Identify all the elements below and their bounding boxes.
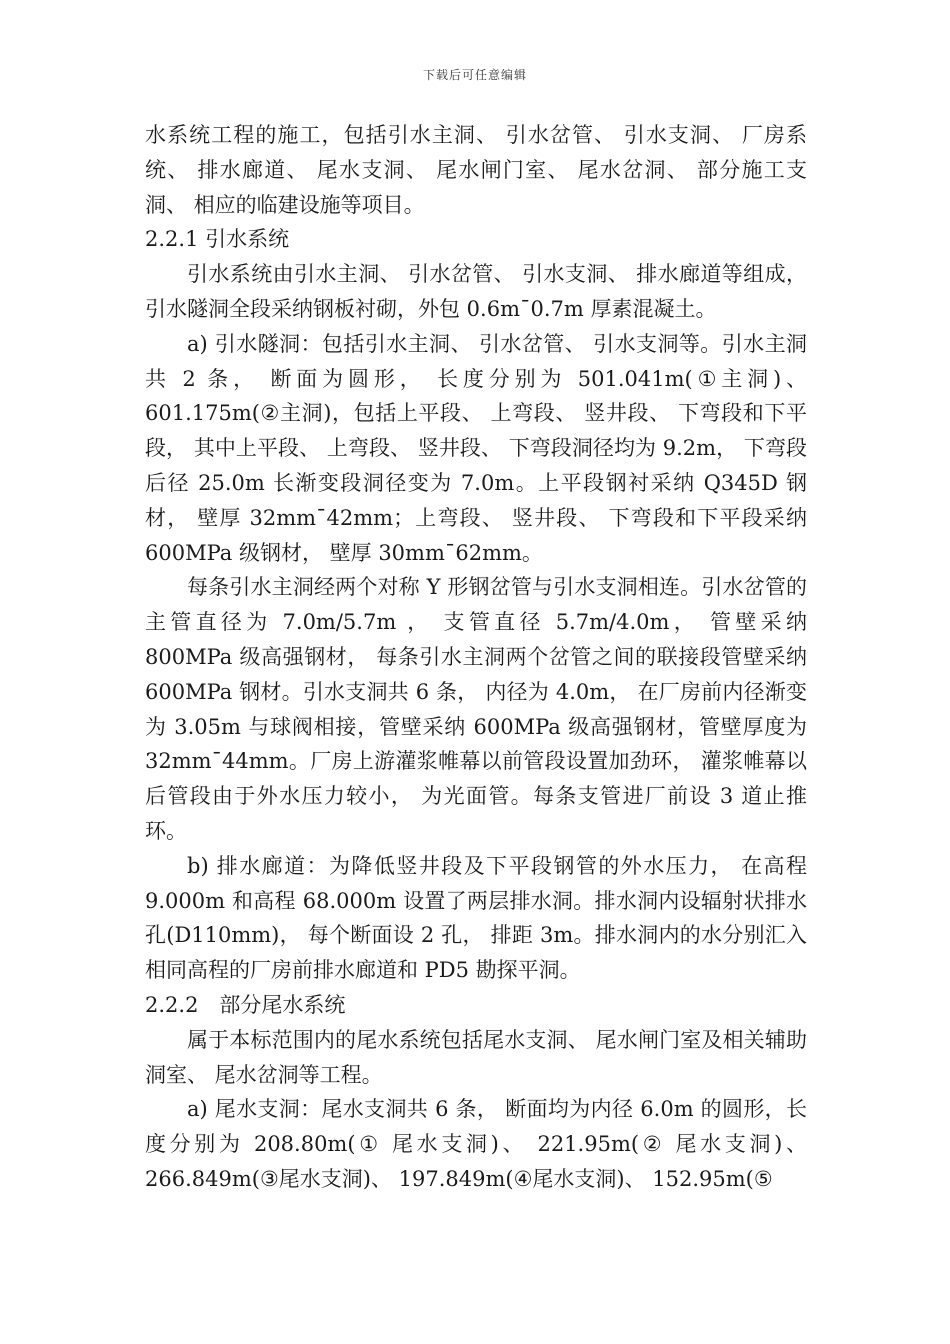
paragraph-tailrace-overview: 属于本标范围内的尾水系统包括尾水支洞、 尾水闸门室及相关辅助洞室、 尾水岔洞等工程。	[145, 1027, 807, 1087]
paragraph-drainage-gallery: b) 排水廊道：为降低竖井段及下平段钢管的外水压力， 在高程 9.000m 和高程 68.000m 设置了两层排水洞。排水洞内设辐射状排水孔(D110mm)， 每个断面设 2 孔， 排距 3m。排水洞内的水分别汇入相同高程的厂房前排水廊道和 PD5 勘探平洞。	[145, 853, 807, 983]
section-heading-tailrace-system: 2.2.2 部分尾水系统	[145, 992, 346, 1017]
paragraph-intake-tunnel: a) 引水隧洞：包括引水主洞、 引水岔管、 引水支洞等。引水主洞共 2 条， 断面为圆形， 长度分别为 501.041m(①主洞)、601.175m(②主洞)，包括上平段、 上弯段、 竖井段、 下弯段和下平段， 其中上平段、 上弯段、 竖井段、 下弯段洞径均为 9.2m， 下弯段后径 25.0m 长渐变段洞径变为 7.0m。上平段钢衬采纳 Q345D 钢材， 壁厚 32mm¯42mm；上弯段、 竖井段、 下弯段和下平段采纳 600MPa 级钢材， 壁厚 30mm¯62mm。	[145, 331, 807, 565]
paragraph-scope: 水系统工程的施工，包括引水主洞、 引水岔管、 引水支洞、 厂房系统、 排水廊道、 尾水支洞、 尾水闸门室、 尾水岔洞、 部分施工支洞、 相应的临建设施等项目。	[145, 123, 807, 217]
document-body	[145, 118, 807, 1197]
section-heading-intake-system: 2.2.1 引水系统	[145, 227, 290, 252]
paragraph-bifurcation-pipes: 每条引水主洞经两个对称 Y 形钢岔管与引水支洞相连。引水岔管的主管直径为 7.0m/5.7m ， 支管直径 5.7m/4.0m， 管壁采纳 800MPa 级高强钢材， 每条引水主洞两个岔管之间的联接段管壁采纳 600MPa 钢材。引水支洞共 6 条， 内径为 4.0m， 在厂房前内径渐变为 3.05m 与球阀相接，管壁采纳 600MPa 级高强钢材，管壁厚度为 32mm¯44mm。厂房上游灌浆帷幕以前管段设置加劲环， 灌浆帷幕以后管段由于外水压力较小， 为光面管。每条支管进厂前设 3 道止推环。	[145, 575, 807, 843]
paragraph-intake-overview: 引水系统由引水主洞、 引水岔管、 引水支洞、 排水廊道等组成，引水隧洞全段采纳钢板衬砌，外包 0.6m¯0.7m 厚素混凝土。	[145, 262, 807, 321]
page-header: 下载后可任意编辑	[422, 68, 527, 82]
paragraph-tailrace-branch-tunnels: a) 尾水支洞：尾水支洞共 6 条， 断面均为内径 6.0m 的圆形，长度分别为 208.80m(① 尾水支洞)、 221.95m(② 尾水支洞)、266.849m(③尾水支洞)、 197.849m(④尾水支洞)、 152.95m(⑤	[145, 1097, 807, 1191]
